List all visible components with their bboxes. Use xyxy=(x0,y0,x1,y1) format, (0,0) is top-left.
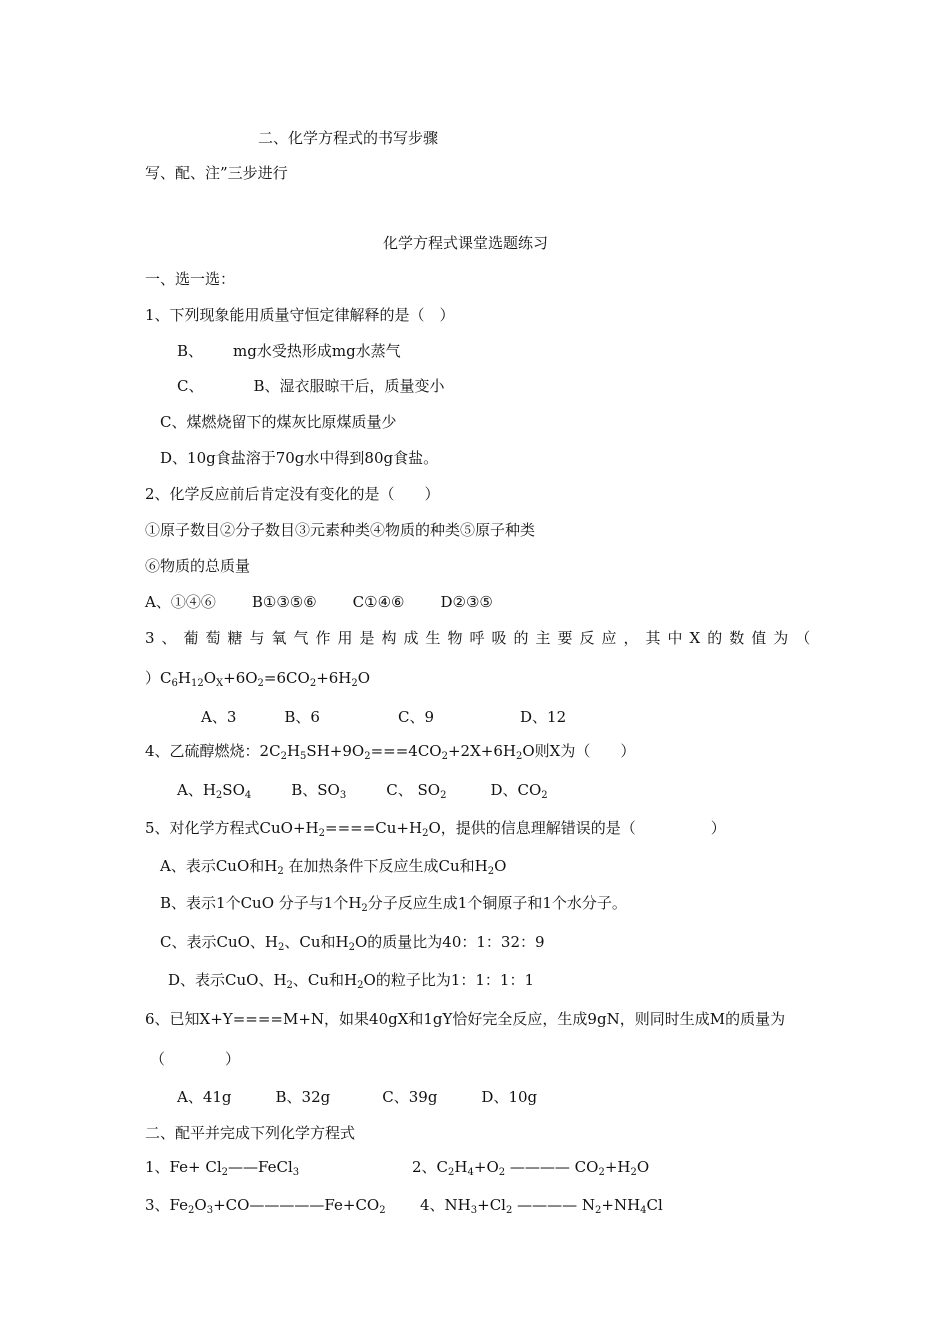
q5-stem: 5、对化学方程式$CuO+H_2====Cu+H_2O$，提供的信息理解错误的是（ ） xyxy=(145,819,726,839)
eq-text: SH+9O xyxy=(306,742,365,760)
q1-option-d: D、10g食盐溶于70g水中得到80g食盐。 xyxy=(160,449,439,467)
q1-stem: 1、下列现象能用质量守恒定律解释的是（ ） xyxy=(145,306,455,324)
subscript: 2 xyxy=(280,751,287,762)
q1-option-c xyxy=(177,376,445,396)
q1-option-b-text: mg水受热形成mg水蒸气 xyxy=(233,342,401,360)
q6-paren: （ ） xyxy=(150,1050,241,1068)
q4-stem xyxy=(145,741,635,761)
equation-3: 3、$Fe_2O_3+CO—————Fe+CO_2$ xyxy=(145,1196,386,1216)
subscript: 2 xyxy=(309,678,317,689)
equation-2: 2、$C_2H_4+O_2$ ———— $CO_2+H_2O$ xyxy=(412,1158,650,1178)
q1-option-b-label: B、 xyxy=(177,342,204,360)
section1-heading: 一、选一选： xyxy=(145,270,236,288)
q2-stem: 2、化学反应前后肯定没有变化的是（ ） xyxy=(145,485,440,503)
q6-option-a: A、41g xyxy=(177,1088,232,1106)
q1-option-b xyxy=(177,341,401,361)
equation-4: 4、$NH_3+Cl_2$ ———— $N_2+NH_4Cl$ xyxy=(420,1196,663,1216)
subscript: 12 xyxy=(190,678,204,689)
subscript: 2 xyxy=(257,678,264,689)
section2-heading: 二、配平并完成下列化学方程式 xyxy=(145,1124,356,1142)
q3-options xyxy=(201,707,566,727)
q4-option-d: D、$CO_2$ xyxy=(490,781,548,801)
q6-options xyxy=(177,1087,537,1107)
q6-option-c: C、39g xyxy=(382,1088,438,1106)
subscript: 2 xyxy=(364,751,371,762)
subscript: 2 xyxy=(441,751,448,762)
q1-option-c-label: C、 xyxy=(177,377,204,395)
eq-text: ）C xyxy=(145,669,172,687)
eq-text: H xyxy=(177,669,191,687)
q3-option-a: A、3 xyxy=(201,708,237,726)
q4-option-b: B、$SO_3$ xyxy=(291,781,347,801)
q4-option-c: C、 $SO_2$ xyxy=(386,781,447,801)
eq-text: O xyxy=(357,669,371,687)
q1-option-c-text: B、湿衣服晾干后，质量变小 xyxy=(253,377,445,395)
q2-option-c: C①④⑥ xyxy=(352,593,405,611)
subscript: 6 xyxy=(171,678,178,689)
q2-option-d: D②③⑤ xyxy=(440,593,493,611)
eq-text: +2X+6H xyxy=(447,742,516,760)
eq-text: +6H xyxy=(316,669,352,687)
subscript: 2 xyxy=(351,678,358,689)
eq-text: H xyxy=(286,742,301,760)
subscript: 5 xyxy=(300,751,307,762)
q2-items-2: ⑥物质的总质量 xyxy=(145,557,251,575)
q3-option-d: D、12 xyxy=(520,708,567,726)
q3-stem: 3、葡萄糖与氧气作用是构成生物呼吸的主要反应，其中X的数值为（ xyxy=(145,629,818,647)
steps-text: 写、配、注”三步进行 xyxy=(145,164,288,182)
q3-option-b: B、6 xyxy=(284,708,320,726)
section-title: 二、化学方程式的书写步骤 xyxy=(258,129,439,147)
eq-text: 4、乙硫醇燃烧：2C xyxy=(145,742,281,760)
q2-options xyxy=(145,592,493,612)
q2-option-a: A、①④⑥ xyxy=(145,593,216,611)
q5-option-b: B、表示1个CuO 分子与1个$H_2$分子反应生成1个铜原子和1个水分子。 xyxy=(160,894,627,914)
eq-text: O xyxy=(203,669,216,687)
q5-option-a: A、表示CuO和$H_2$ 在加热条件下反应生成Cu和$H_2O$ xyxy=(160,857,507,877)
eq-text: =6CO xyxy=(263,669,310,687)
subscript: X xyxy=(216,678,224,689)
practice-title: 化学方程式课堂选题练习 xyxy=(383,234,549,252)
q6-option-b: B、32g xyxy=(275,1088,331,1106)
q2-option-b: B①③⑤⑥ xyxy=(251,593,317,611)
q3-equation xyxy=(145,668,370,688)
q6-option-d: D、10g xyxy=(481,1088,538,1106)
q2-items-1: ①原子数目②分子数目③元素种类④物质的种类⑤原子种类 xyxy=(145,521,536,539)
q1-option-c2: C、煤燃烧留下的煤灰比原煤质量少 xyxy=(160,413,397,431)
subscript: 2 xyxy=(515,751,523,762)
q5-option-c: C、表示CuO、$H_2$、Cu和$H_2O$的质量比为40：1：32：9 xyxy=(160,933,545,953)
q4-options xyxy=(177,780,548,800)
q3-option-c: C、9 xyxy=(397,708,434,726)
eq-text: ===4CO xyxy=(370,742,442,760)
q5-option-d: D、表示CuO、$H_2$、Cu和$H_2O$的粒子比为1：1：1：1 xyxy=(168,971,535,991)
q4-option-a: A、$H_2SO_4$ xyxy=(177,781,252,801)
q6-stem: 6、已知X+Y====M+N，如果40gX和1gY恰好完全反应，生成9gN，则同时生成M的质量为 xyxy=(145,1010,786,1028)
eq-text: +6O xyxy=(223,669,258,687)
eq-text: O则X为（ ） xyxy=(522,742,636,760)
equation-1: 1、$Fe+ Cl_2——FeCl_3$ xyxy=(145,1158,300,1178)
